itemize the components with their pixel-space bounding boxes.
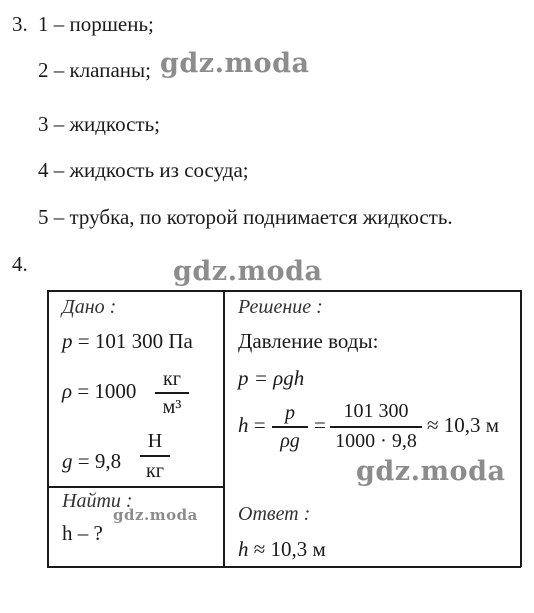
- formula-rhs: = ρgh: [253, 366, 305, 390]
- density-unit-denominator: м³: [162, 396, 182, 418]
- given-density-symbol: ρ: [62, 379, 73, 403]
- q3-item-2: 2 – клапаны;: [38, 58, 151, 82]
- table-right-border: [520, 290, 522, 567]
- gravity-unit-bar: [140, 455, 170, 457]
- answer-result: ≈ 10,3 м: [253, 537, 326, 561]
- q4-number: 4.: [12, 252, 28, 276]
- q3-item-5: 5 – трубка, по которой поднимается жидкость.: [38, 205, 453, 229]
- solution-eq2: =: [314, 413, 326, 437]
- watermark-1: gdz.moda: [160, 48, 310, 79]
- fraction2-denominator: 1000 · 9,8: [335, 430, 417, 452]
- q3-item-3: 3 – жидкость;: [38, 112, 161, 136]
- fraction1-denominator: ρg: [280, 430, 300, 452]
- q3-item-4: 4 – жидкость из сосуда;: [38, 158, 249, 182]
- given-label: Дано :: [62, 296, 117, 318]
- table-bottom-border: [47, 566, 521, 568]
- gravity-unit-denominator: кг: [146, 460, 164, 482]
- fraction2-bar: [330, 426, 422, 428]
- answer-label: Ответ :: [238, 503, 311, 525]
- given-gravity-symbol: g: [62, 449, 73, 473]
- table-column-divider: [223, 290, 225, 567]
- given-gravity-value: = 9,8: [77, 449, 122, 473]
- fraction1-numerator: p: [285, 402, 295, 424]
- given-gravity: [62, 449, 121, 473]
- solution-h-lhs: [238, 413, 266, 437]
- table-top-border: [47, 290, 521, 292]
- find-label: Найти :: [62, 490, 133, 512]
- q3-item-1: 1 – поршень;: [38, 12, 154, 36]
- h-equals: =: [253, 413, 266, 437]
- density-unit-numerator: кг: [163, 368, 181, 390]
- watermark-3: gdz.moda: [113, 506, 198, 524]
- find-value: h – ?: [62, 521, 103, 545]
- given-pressure: [62, 329, 193, 353]
- solution-formula: [238, 366, 304, 390]
- fraction1-bar: [272, 426, 308, 428]
- q3-number: 3.: [12, 12, 28, 36]
- given-density: [62, 379, 136, 403]
- answer-symbol: h: [238, 537, 249, 561]
- given-pressure-symbol: p: [62, 329, 73, 353]
- answer-value: [238, 537, 326, 561]
- fraction2-numerator: 101 300: [343, 400, 409, 422]
- gravity-unit-numerator: Н: [147, 430, 163, 452]
- solution-heading: Давление воды:: [238, 329, 379, 353]
- solution-label: Решение :: [238, 296, 323, 318]
- formula-lhs: p: [238, 366, 249, 390]
- solution-result: ≈ 10,3 м: [427, 413, 500, 437]
- watermark-2: gdz.moda: [173, 256, 323, 287]
- density-unit-bar: [155, 392, 189, 394]
- table-given-find-divider: [47, 486, 224, 488]
- table-left-border: [47, 290, 49, 567]
- given-pressure-value: = 101 300 Па: [77, 329, 193, 353]
- h-symbol: h: [238, 413, 249, 437]
- given-density-value: = 1000: [77, 379, 137, 403]
- watermark-4: gdz.moda: [356, 456, 506, 487]
